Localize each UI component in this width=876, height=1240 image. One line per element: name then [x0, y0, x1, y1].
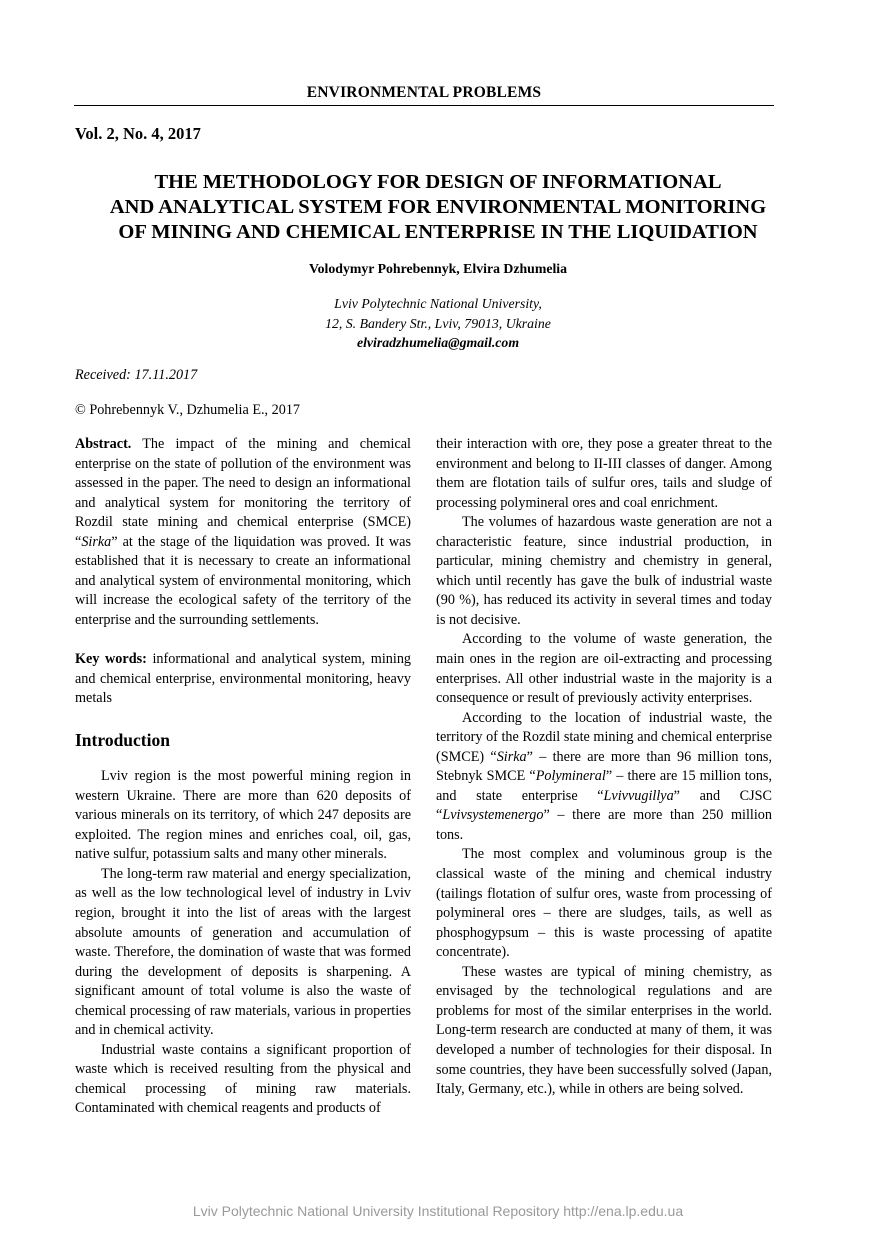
p4-text-4: ” and CJSC “: [436, 787, 772, 824]
left-column: [75, 435, 411, 1119]
intro-paragraph-2: The long-term raw material and energy specialization, as well as the low technological level of industry in Lviv region, brought it into the list of areas with the largest absolute amounts of generation and accumulation of waste. Therefore, the domination of waste that was formed during the development of deposits is sharpening. A significant amount of total volume is also the waste of chemical processing of raw materials, various in properties and in chemical activity.: [75, 865, 411, 1039]
introduction-heading: Introduction: [75, 729, 170, 750]
affiliation-line-1: Lviv Polytechnic National University,: [334, 296, 542, 311]
keywords-label: Key words:: [75, 650, 147, 667]
p4-lvivvugillya: Lvivvugillya: [603, 787, 674, 804]
right-paragraph-5: The most complex and voluminous group is the classical waste of the mining and chemical industry (tailings flotation of sulfur ores, waste from processing of polymineral ores – there are sludges, tails, as well as phosphogypsum – this is waste processing of apatite concentrate).: [436, 846, 772, 961]
copyright: © Pohrebennyk V., Dzhumelia E., 2017: [75, 402, 301, 418]
abstract: [75, 435, 411, 630]
intro-paragraph-1: Lviv region is the most powerful mining region in western Ukraine. There are more than 620 deposits of various minerals on its territory, of which 247 deposits are exploited. The region mines and enriches coal, oil, gas, native sulfur, potassium salts and many other minerals.: [75, 768, 411, 863]
p4-text-2: ” – there are more than 96 million tons, Stebnyk SMCE “: [436, 748, 772, 785]
keywords-text: informational and analytical system, mining and chemical enterprise, environmental monitoring, heavy metals: [75, 650, 412, 707]
title-line-1: THE METHODOLOGY FOR DESIGN OF INFORMATIONAL: [154, 171, 722, 193]
abstract-label: Abstract.: [75, 436, 132, 452]
right-paragraph-6: These wastes are typical of mining chemistry, as envisaged by the technological regulations and are problems for most of the similar enterprises in the world. Long-term research are conducted at many of them, it was developed a number of technologies for their disposal. In some countries, they have been successfully solved (Japan, Italy, Germany, etc.), while in others are being solved.: [436, 963, 772, 1098]
authors: Volodymyr Pohrebennyk, Elvira Dzhumelia: [308, 261, 568, 276]
intro-paragraph-3: Industrial waste contains a significant proportion of waste which is received resulting from the physical and chemical processing of mining raw materials. Contaminated with chemical reagents and products of: [75, 1041, 411, 1117]
abstract-text-1: The impact of the mining and chemical enterprise on the state of pollution of the environment was assessed in the paper. The need to design an informational and analytical system for monitoring the territory of Rozdil state mining and chemical enterprise (SMCE) “: [75, 436, 411, 550]
received-date: Received: 17.11.2017: [75, 367, 198, 383]
affiliation: [74, 294, 802, 353]
title-line-2: AND ANALYTICAL SYSTEM FOR ENVIRONMENTAL MONITORING: [109, 196, 767, 218]
keywords: [75, 650, 411, 709]
p4-polymineral: Polymineral: [535, 768, 606, 785]
p4-lvivsystemenergo: Lvivsystemenergo: [442, 807, 544, 824]
p4-text-5: ” – there are more than 250 million tons.: [436, 807, 772, 843]
p4-text-1: According to the location of industrial waste, the territory of the Rozdil state mining and chemical enterprise (SMCE) “: [436, 709, 772, 765]
article-title: [60, 170, 816, 245]
right-paragraph-1: their interaction with ore, they pose a greater threat to the environment and belong to II-III classes of danger. Among them are flotation tails of sulfur ores, tails and sludge of processing polymineral ores and coal enrichment.: [436, 436, 772, 511]
title-line-3: OF MINING AND CHEMICAL ENTERPRISE IN THE LIQUIDATION: [118, 221, 758, 243]
right-paragraph-3: According to the volume of waste generation, the main ones in the region are oil-extracting and processing enterprises. All other industrial waste in the majority is a consequence or result of previously activity enterprises.: [436, 631, 772, 707]
header-rule: [74, 105, 774, 106]
journal-header: ENVIRONMENTAL PROBLEMS: [306, 84, 542, 101]
p4-sirka: Sirka: [496, 748, 527, 765]
right-paragraph-2: The volumes of hazardous waste generation are not a characteristic feature, since industrial production, in particular, mining chemistry and chemistry in general, which until recently has gave the bulk of industrial waste (90 %), has reduced its activity in several times and today is not decisive.: [436, 514, 772, 628]
author-email: elviradzhumelia@gmail.com: [356, 335, 520, 350]
volume-issue: Vol. 2, No. 4, 2017: [75, 124, 201, 143]
abstract-text-2: ” at the stage of the liquidation was proved. It was established that it is necessary to create an informational and analytical system of environmental monitoring, which will increase the ecological safety of the territory of the enterprise and the surrounding settlements.: [75, 533, 411, 628]
right-paragraph-4: [436, 709, 772, 846]
right-column: [436, 435, 772, 1100]
p4-text-3: ” – there are 15 million tons, and state enterprise “: [436, 768, 772, 804]
abstract-sirka: Sirka: [81, 533, 112, 550]
affiliation-line-2: 12, S. Bandery Str., Lviv, 79013, Ukraine: [325, 315, 551, 331]
repository-footer: Lviv Polytechnic National University Institutional Repository http://ena.lp.edu.ua: [192, 1203, 684, 1219]
